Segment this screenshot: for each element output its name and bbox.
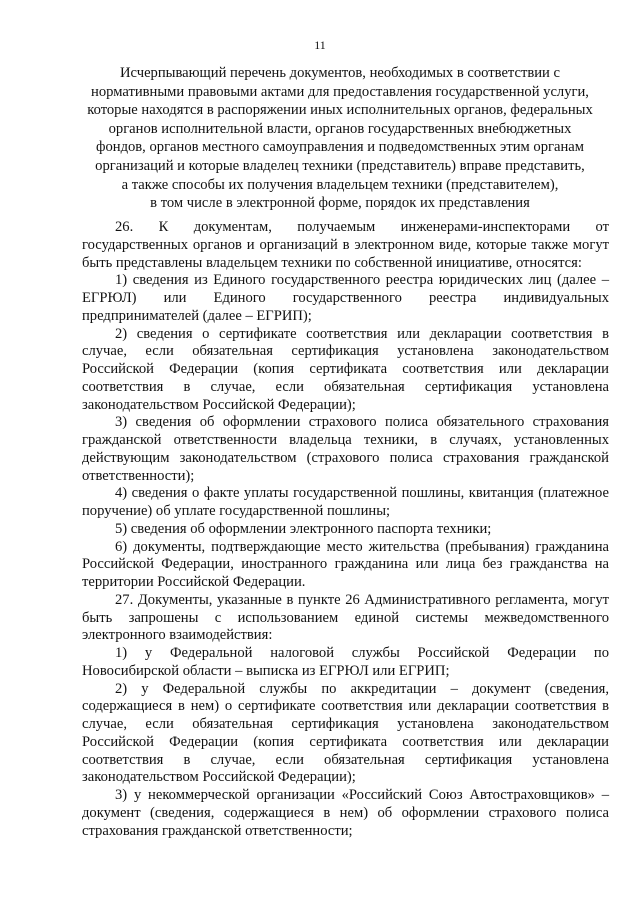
list-item-26-4: 4) сведения о факте уплаты государственной пошлины, квитанция (платежное поручение) об уплате государственной пошлины; [82,485,609,519]
document-body [82,219,609,840]
heading-line: Исчерпывающий перечень документов, необходимых в соответствии с [120,65,560,81]
heading-line: органов исполнительной власти, органов государственных внебюджетных [108,120,572,137]
page-number: 11 [314,38,326,52]
list-item-26-3: 3) сведения об оформлении страхового полиса обязательного страхования гражданской ответственности владельца техники, в случаях, установленных действующим законодательством (страхового полиса страхования гражданской ответственности); [82,414,609,484]
paragraph-27: 27. Документы, указанные в пункте 26 Административного регламента, могут быть запрошены с использованием единой системы межведомственного электронного взаимодействия: [82,591,609,644]
heading-line: а также способы их получения владельцем техники (представителем), [121,176,559,193]
list-item-27-1: 1) у Федеральной налоговой службы Российской Федерации по Новосибирской области – выписка из ЕГРЮЛ или ЕГРИП; [82,645,609,679]
list-item-26-6: 6) документы, подтверждающие место жительства (пребывания) гражданина Российской Федерации, иностранного гражданина или лица без гражданства на территории Российской Федерации. [82,538,609,590]
heading-line: фондов, органов местного самоуправления и подведомственных этим органам [96,139,584,156]
heading-line: в том числе в электронной форме, порядок их представления [150,195,530,212]
list-item-27-2: 2) у Федеральной службы по аккредитации – документ (сведения, содержащиеся в нем) о сертификате соответствия или декларации соответствия в случае, если обязательная сертификация установлена законодательством Российской Федерации (копия сертификата соответствия или декларации соответствия в случае, если обязательная сертификация установлена законодательством Российской Федерации); [82,680,609,786]
heading-line: организаций и которые владелец техники (представитель) вправе представить, [95,157,585,174]
heading-line: нормативными правовыми актами для предоставления государственной услуги, [91,83,589,100]
heading-line: которые находятся в распоряжении иных исполнительных органов, федеральных [87,102,593,119]
paragraph-26: 26. К документам, получаемым инженерами-инспекторами от государственных органов и организаций в электронном виде, которые также могут быть представлены владельцем техники по собственной инициативе, относятся: [82,219,609,271]
list-item-26-5: 5) сведения об оформлении электронного паспорта техники; [115,520,492,537]
list-item-27-3: 3) у некоммерческой организации «Российский Союз Автостраховщиков» – документ (сведения, содержащиеся в нем) об оформлении страхового полиса страхования гражданской ответственности; [82,787,609,839]
list-item-26-1: 1) сведения из Единого государственного реестра юридических лиц (далее – ЕГРЮЛ) или Единого государственного реестра индивидуальных предпринимателей (далее – ЕГРИП); [82,272,609,324]
list-item-26-2: 2) сведения о сертификате соответствия или декларации соответствия в случае, если обязательная сертификация установлена законодательством Российской Федерации (копия сертификата соответствия или декларации соответствия в случае, если обязательная сертификация установлена законодательством Российской Федерации); [82,325,609,413]
section-heading [60,64,620,213]
